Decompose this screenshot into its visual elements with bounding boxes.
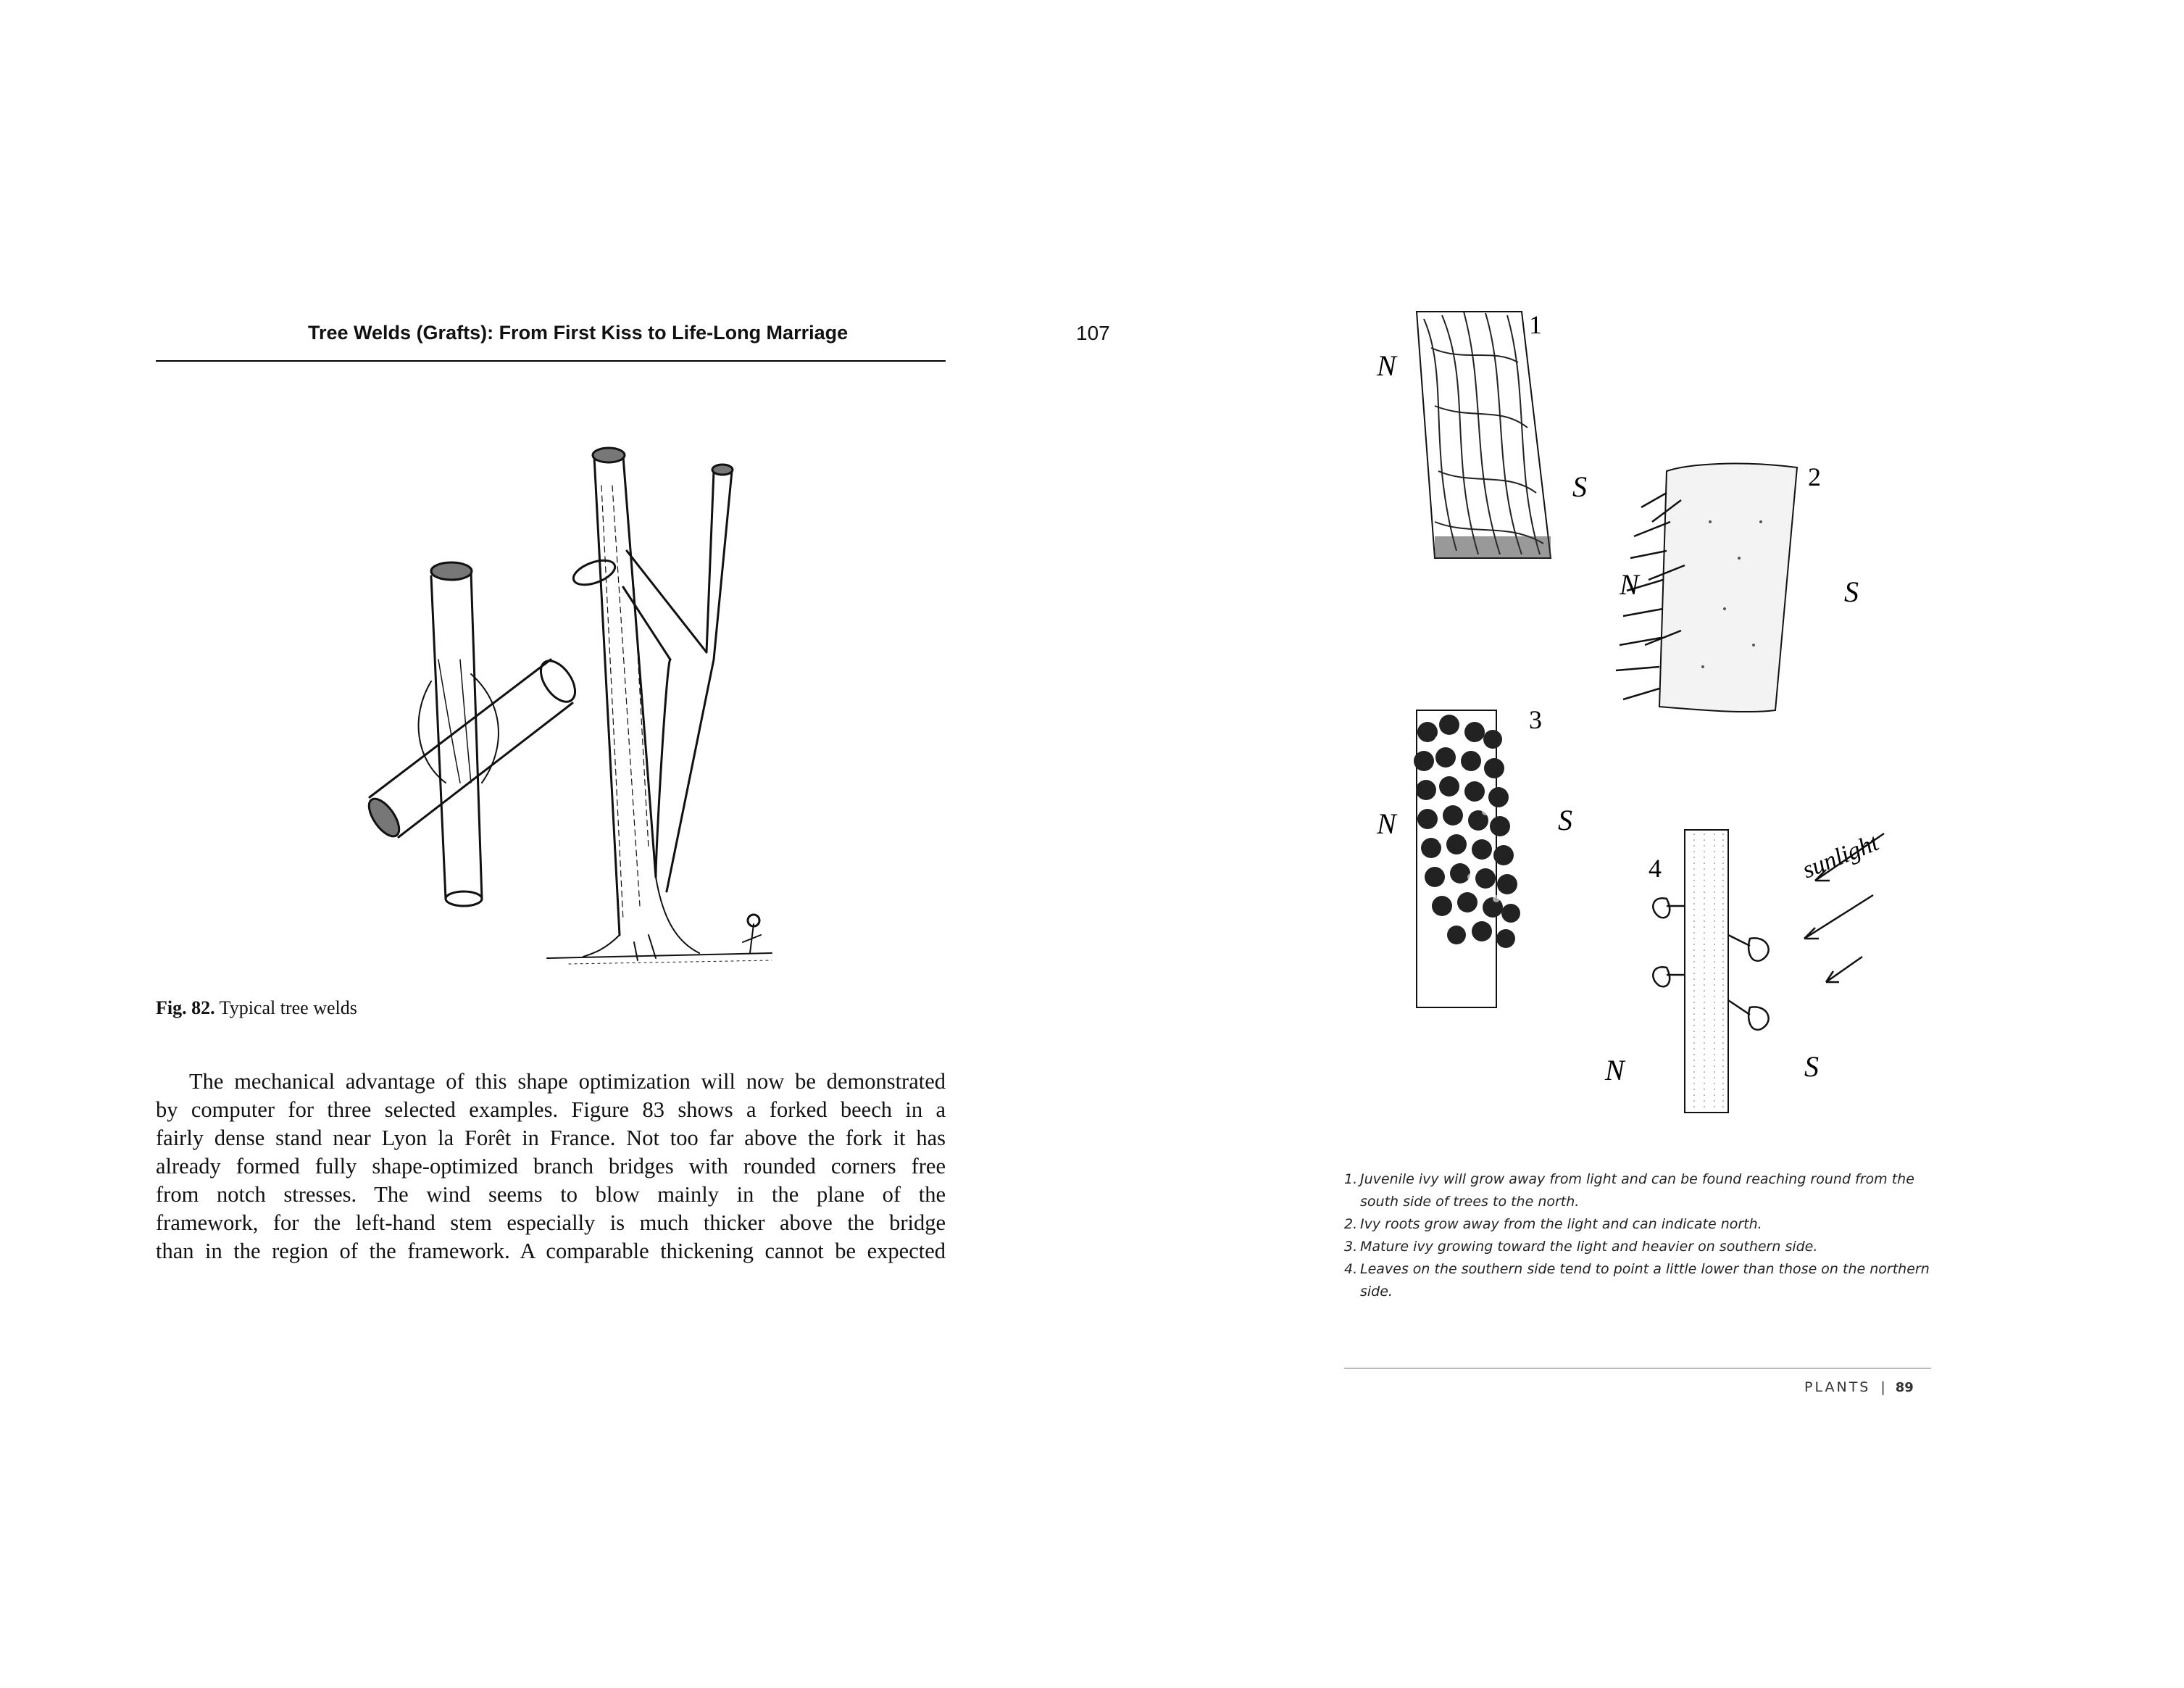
label-4: 4 bbox=[1649, 854, 1662, 883]
caption-number: 3. bbox=[1344, 1239, 1358, 1255]
label-north-1: N bbox=[1377, 349, 1396, 382]
caption-text: Juvenile ivy will grow away from light and can be found reaching round from the south side of trees to the north. bbox=[1360, 1171, 1914, 1210]
caption-number: 1. bbox=[1344, 1171, 1358, 1187]
list-item bbox=[1344, 1236, 1938, 1258]
label-south-3: S bbox=[1558, 804, 1572, 836]
label-south-4: S bbox=[1804, 1050, 1819, 1083]
caption-text: Mature ivy growing toward the light and heavier on southern side. bbox=[1360, 1239, 1818, 1255]
label-3: 3 bbox=[1529, 705, 1542, 734]
running-head bbox=[308, 322, 1110, 344]
caption-text: Ivy roots grow away from the light and can indicate north. bbox=[1360, 1216, 1762, 1232]
body-line: than in the region of the framework. A comparable thickening cannot be expected bbox=[156, 1239, 946, 1263]
label-1: 1 bbox=[1529, 310, 1542, 339]
ivy-compass-illustration bbox=[1362, 304, 1935, 1116]
panel-4-trunk bbox=[1653, 830, 1768, 1113]
running-head-title: Tree Welds (Grafts): From First Kiss to Life-Long Marriage bbox=[308, 322, 849, 344]
body-line: from notch stresses. The wind seems to blow mainly in the plane of the bbox=[156, 1182, 946, 1207]
header-rule bbox=[156, 360, 946, 362]
label-2: 2 bbox=[1808, 462, 1821, 491]
page-footer bbox=[1804, 1379, 1914, 1395]
caption-number: 2. bbox=[1344, 1216, 1358, 1232]
label-sunlight: sunlight bbox=[1799, 829, 1883, 884]
list-item bbox=[1344, 1258, 1938, 1303]
figure-caption-label: Fig. 82. bbox=[156, 997, 215, 1018]
ivy-caption-list bbox=[1344, 1168, 1938, 1303]
label-north-3: N bbox=[1377, 807, 1396, 840]
body-line: framework, for the left-hand stem especially is much thicker above the bridge bbox=[156, 1210, 946, 1235]
footer-rule bbox=[1344, 1368, 1931, 1369]
panel-1-trunk bbox=[1417, 312, 1551, 558]
panel-2-trunk bbox=[1616, 464, 1797, 712]
caption-number: 4. bbox=[1344, 1261, 1358, 1277]
label-south-2: S bbox=[1844, 575, 1859, 608]
figure-caption bbox=[156, 997, 357, 1019]
panel-3-trunk bbox=[1414, 710, 1520, 1007]
figure-caption-text: Typical tree welds bbox=[219, 997, 357, 1018]
tree-welds-illustration bbox=[337, 442, 801, 971]
body-line: already formed fully shape-optimized branch bridges with rounded corners free bbox=[156, 1154, 946, 1178]
body-paragraph bbox=[156, 1068, 946, 1265]
footer-separator: | bbox=[1880, 1379, 1885, 1395]
caption-text: Leaves on the southern side tend to point a little lower than those on the northern side. bbox=[1360, 1261, 1930, 1300]
body-line: by computer for three selected examples. Figure 83 shows a forked beech in a bbox=[156, 1097, 946, 1122]
footer-section: PLANTS bbox=[1804, 1379, 1871, 1395]
body-line: The mechanical advantage of this shape optimization will now be demonstrated bbox=[189, 1069, 946, 1094]
label-south-1: S bbox=[1572, 470, 1587, 503]
page-number-left: 107 bbox=[1076, 322, 1110, 344]
list-item bbox=[1344, 1213, 1938, 1236]
label-north-4: N bbox=[1605, 1054, 1625, 1086]
list-item bbox=[1344, 1168, 1938, 1213]
page-number-right: 89 bbox=[1895, 1380, 1914, 1395]
body-line: fairly dense stand near Lyon la Forêt in France. Not too far above the fork it has bbox=[156, 1126, 946, 1150]
label-north-2: N bbox=[1620, 568, 1639, 601]
